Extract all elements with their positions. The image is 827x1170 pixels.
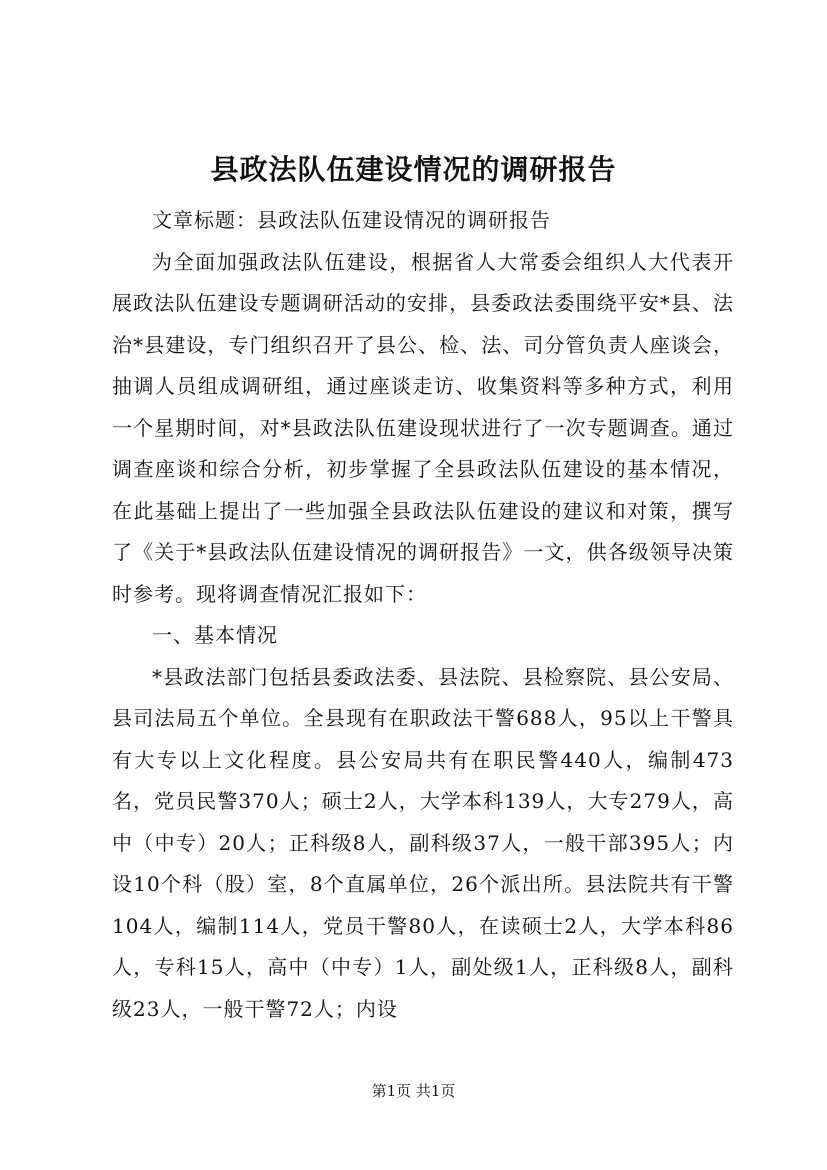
document-body (112, 200, 734, 1030)
section-heading: 一、基本情况 (152, 623, 278, 647)
document-title: 县政法队伍建设情况的调研报告 (210, 153, 617, 186)
page-footer: 第1页 共1页 (371, 1082, 456, 1100)
article-title-line: 文章标题：县政法队伍建设情况的调研报告 (152, 208, 551, 232)
basic-situation-paragraph: *县政法部门包括县委政法委、县法院、县检察院、县公安局、县司法局五个单位。全县现有在职政法干警688人，95以上干警具有大专以上文化程度。县公安局共有在职民警440人，编制473名，党员民警370人；硕士2人，大学本科139人，大专279人，高中（中专）20人；正科级8人，副科级37人，一般干部395人；内设10个科（股）室，8个直属单位，26个派出所。县法院共有干警104人，编制114人，党员干警80人，在读硕士2人，大学本科86人，专科15人，高中（中专）1人，副处级1人，正科级8人，副科级23人，一般干警72人；内设 (112, 664, 734, 1021)
intro-paragraph: 为全面加强政法队伍建设，根据省人大常委会组织人大代表开展政法队伍建设专题调研活动的安排，县委政法委围绕平安*县、法治*县建设，专门组织召开了县公、检、法、司分管负责人座谈会，抽调人员组成调研组，通过座谈走访、收集资料等多种方式，利用一个星期时间，对*县政法队伍建设现状进行了一次专题调查。通过调查座谈和综合分析，初步掌握了全县政法队伍建设的基本情况，在此基础上提出了一些加强全县政法队伍建设的建议和对策，撰写了《关于*县政法队伍建设情况的调研报告》一文，供各级领导决策时参考。现将调查情况汇报如下： (112, 249, 734, 606)
